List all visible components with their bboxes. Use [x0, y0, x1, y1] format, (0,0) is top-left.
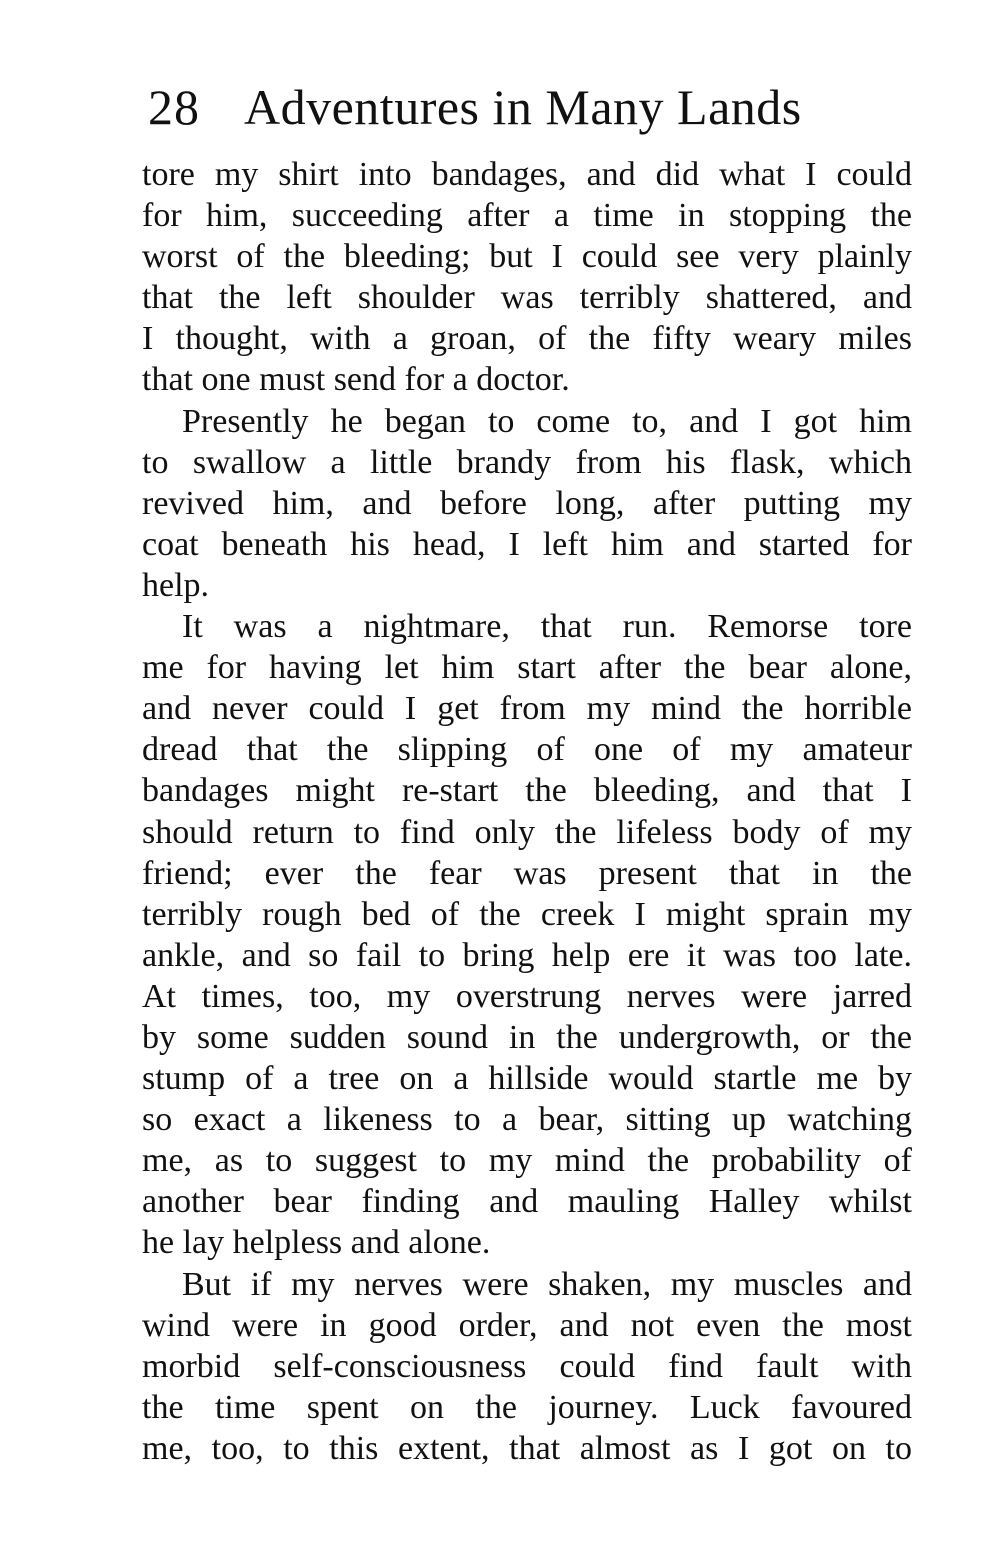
text-line: help.	[142, 566, 210, 604]
text-line: worst of the bleeding; but I could see very plainly	[142, 238, 912, 276]
text-line: wind were in good order, and not even the most	[142, 1306, 912, 1344]
text-line: so exact a likeness to a bear, sitting up watching	[142, 1101, 912, 1139]
body-text	[142, 154, 922, 1469]
text-line: that one must send for a doctor.	[142, 361, 570, 399]
text-line: revived him, and before long, after putting my	[142, 484, 912, 522]
paragraph-2	[142, 401, 922, 606]
paragraph-1	[142, 154, 922, 401]
text-line: by some sudden sound in the undergrowth, or the	[142, 1018, 912, 1056]
text-line: At times, too, my overstrung nerves were jarred	[142, 977, 912, 1015]
text-line: to swallow a little brandy from his flask, which	[142, 443, 912, 481]
page-header	[148, 72, 888, 142]
text-line: and never could I get from my mind the horrible	[142, 690, 912, 728]
paragraph-4	[142, 1264, 922, 1469]
text-line: the time spent on the journey. Luck favoured	[142, 1388, 912, 1426]
text-line: he lay helpless and alone.	[142, 1224, 491, 1262]
text-line: friend; ever the fear was present that in the	[142, 854, 912, 892]
text-line: me, too, to this extent, that almost as I got on to	[142, 1429, 912, 1467]
text-line: me, as to suggest to my mind the probability of	[142, 1142, 912, 1180]
text-line: stump of a tree on a hillside would startle me by	[142, 1060, 912, 1098]
text-line: coat beneath his head, I left him and started for	[142, 525, 912, 563]
text-line: dread that the slipping of one of my amateur	[142, 731, 912, 769]
text-line: It was a nightmare, that run. Remorse tore	[182, 608, 912, 646]
text-line: me for having let him start after the bear alone,	[142, 649, 912, 687]
text-line: Presently he began to come to, and I got him	[182, 402, 912, 440]
text-line: tore my shirt into bandages, and did what I could	[142, 156, 912, 193]
text-line: terribly rough bed of the creek I might sprain my	[142, 895, 912, 933]
text-line: that the left shoulder was terribly shattered, and	[142, 279, 912, 317]
text-line: I thought, with a groan, of the fifty weary miles	[142, 320, 912, 358]
text-line: morbid self-consciousness could find fault with	[142, 1347, 912, 1385]
paragraph-3	[142, 606, 922, 1264]
text-line: bandages might re-start the bleeding, and that I	[142, 772, 912, 810]
running-title: Adventures in Many Lands	[244, 79, 802, 135]
text-line: for him, succeeding after a time in stopping the	[142, 197, 912, 235]
text-line: ankle, and so fail to bring help ere it was too late.	[142, 936, 912, 974]
page-number: 28	[148, 79, 200, 135]
text-line: should return to find only the lifeless body of my	[142, 813, 912, 851]
text-line: But if my nerves were shaken, my muscles and	[182, 1265, 912, 1303]
text-line: another bear finding and mauling Halley whilst	[142, 1183, 912, 1221]
